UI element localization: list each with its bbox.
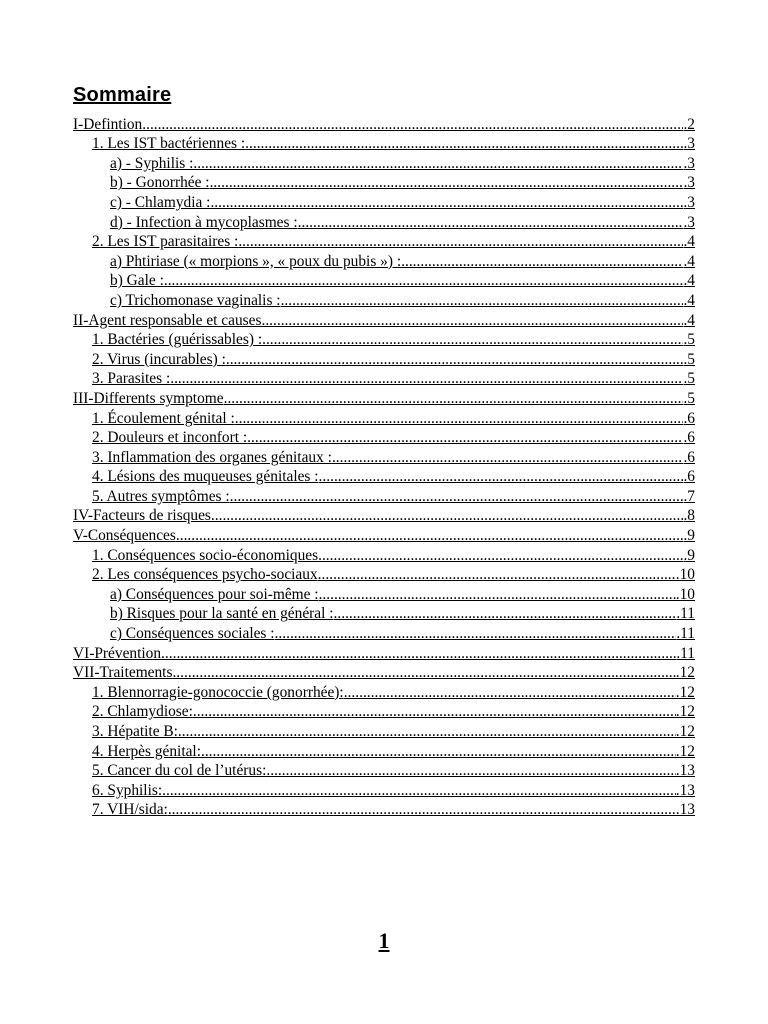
toc-entry[interactable] [73,192,695,212]
toc-entry[interactable] [73,761,695,781]
toc-entry-label: c) Conséquences sociales : [110,625,275,643]
toc-entry[interactable] [73,604,695,624]
toc-entry[interactable] [73,643,695,663]
toc-entry-page: .11 [676,605,695,623]
toc-entry-label: 1. Conséquences socio-économiques [92,546,319,564]
toc-entry-page: .2 [683,115,695,133]
toc-entry-page: .3 [683,213,695,231]
toc-dot-leader [401,253,683,271]
toc-entry[interactable] [73,349,695,369]
toc-dot-leader [318,566,676,584]
toc-entry-page: .11 [676,644,695,662]
toc-entry[interactable] [73,388,695,408]
toc-entry-label: VII-Traitements [73,664,173,682]
toc-dot-leader [319,468,684,486]
toc-entry-page: .10 [675,566,695,584]
toc-entry-page: .12 [675,664,695,682]
toc-dot-leader [172,664,675,682]
toc-dot-leader [193,703,676,721]
toc-entry[interactable] [73,565,695,585]
toc-dot-leader [168,801,676,819]
toc-entry[interactable] [73,486,695,506]
toc-entry-label: d) - Infection à mycoplasmes : [110,213,298,231]
toc-dot-leader [275,625,677,643]
toc-entry-label: 1. Les IST bactériennes : [92,135,246,153]
toc-entry-label: 1. Écoulement génital : [92,409,235,427]
toc-entry[interactable] [73,467,695,487]
page-number: 1 [378,928,390,953]
toc-entry[interactable] [73,330,695,350]
toc-entry-page: .6 [683,468,695,486]
toc-dot-leader [142,116,683,134]
toc-entry-label: 3. Parasites : [92,370,171,388]
toc-dot-leader [230,488,684,506]
toc-entry-page: .11 [676,625,695,643]
toc-title: Sommaire [73,84,172,106]
toc-entry[interactable] [73,682,695,702]
toc-entry-page: .4 [683,311,695,329]
toc-entry-label: V-Conséquences [73,527,176,545]
toc-entry-label: VI-Prévention [73,644,162,662]
toc-entry-label: a) Conséquences pour soi-même : [110,585,319,603]
toc-entry-label: 5. Autres symptômes : [92,487,230,505]
toc-dot-leader [298,214,684,232]
toc-dot-leader [266,762,675,780]
toc-entry-page: .8 [683,507,695,525]
toc-entry[interactable] [73,721,695,741]
toc-entry-label: 3. Hépatite B: [92,723,178,740]
toc-dot-leader [318,547,683,565]
toc-entry[interactable] [73,525,695,545]
toc-entry[interactable] [73,447,695,467]
toc-entry-page: .9 [683,546,695,564]
toc-entry-page: .12 [675,723,695,740]
toc-entry[interactable] [73,545,695,565]
toc-entry-page: .3 [683,154,695,172]
toc-entry-page: .6 [683,448,695,466]
toc-entry-label: 5. Cancer du col de l’utérus: [92,762,267,780]
toc-entry-label: 2. Les IST parasitaires : [92,233,239,251]
toc-entry-page: .7 [683,487,695,505]
toc-entry-page: .3 [683,135,695,153]
toc-dot-leader [238,233,683,251]
toc-dot-leader [161,645,676,663]
toc-entry-page: .10 [675,585,695,603]
toc-dot-leader [224,390,684,408]
toc-entry-label: b) - Gonorrhée : [110,174,210,192]
toc-entry-label: 2. Chlamydiose: [92,703,193,721]
toc-entry-page: .12 [675,742,695,760]
toc-entry-label: III-Differents symptome [73,389,224,407]
toc-dot-leader [176,527,684,545]
toc-dot-leader [261,312,683,330]
toc-entry[interactable] [73,310,695,330]
toc-entry-page: .13 [675,801,695,819]
toc-dot-leader [210,194,683,212]
toc-entry-label: 2. Douleurs et inconfort : [92,429,248,447]
toc-entry-page: .5 [683,370,695,388]
toc-dot-leader [235,410,684,428]
toc-entry[interactable] [73,584,695,604]
toc-dot-leader [319,586,676,604]
toc-dot-leader [178,723,676,741]
toc-entry-label: IV-Facteurs de risques [73,507,211,525]
toc-entry-page: .5 [683,350,695,368]
toc-entry[interactable] [73,153,695,173]
toc-entry-page: .13 [675,781,695,799]
toc-entry-label: 4. Herpès génital: [92,742,201,760]
toc-entry[interactable] [73,212,695,232]
toc-entry[interactable] [73,369,695,389]
toc-entry-label: b) Gale : [110,272,164,290]
toc-dot-leader [344,684,676,702]
toc-entry-label: 6. Syphilis: [92,781,163,799]
toc-entry-page: .4 [683,233,695,251]
toc-dot-leader [226,351,684,369]
toc-entry-label: 2. Virus (incurables) : [92,350,226,368]
toc-entry-page: .4 [683,272,695,290]
toc-entry[interactable] [73,134,695,154]
toc-dot-leader [164,272,684,290]
toc-dot-leader [332,449,684,467]
toc-dot-leader [262,331,683,349]
toc-entry-page: .6 [683,409,695,427]
toc-entry-label: 1. Blennorragie-gonococcie (gonorrhée): [92,683,344,701]
toc-entry-label: a) Phtiriase (« morpions », « poux du pubis ») : [110,252,402,270]
toc-entry-page: .13 [675,762,695,780]
toc-dot-leader [334,605,677,623]
toc-entry-page: .12 [675,683,695,701]
toc-dot-leader [245,135,683,153]
toc-entry-page: .5 [683,331,695,349]
toc-entry[interactable] [73,800,695,820]
toc-entry[interactable] [73,623,695,643]
toc-entry[interactable] [73,271,695,291]
toc-entry-label: 7. VIH/sida: [92,801,168,819]
toc-entry-label: II-Agent responsable et causes [73,311,262,329]
toc-dot-leader [247,429,683,447]
toc-entry[interactable] [73,428,695,448]
toc-entry-label: a) - Syphilis : [110,154,194,172]
toc-entry-page: .4 [683,291,695,309]
toc-dot-leader [162,782,676,800]
toc-dot-leader [201,743,676,761]
toc-entry[interactable] [73,506,695,526]
toc-entry[interactable] [73,408,695,428]
toc-dot-leader [170,370,683,388]
toc-entry-label: I-Defintion [73,115,143,133]
toc-entry[interactable] [73,251,695,271]
toc-entry-page: .3 [683,193,695,211]
toc-entry-label: 3. Inflammation des organes génitaux : [92,448,332,466]
toc-entry-page: .6 [683,429,695,447]
toc-entry-label: c) Trichomonase vaginalis : [110,291,281,309]
toc-entry-page: .4 [683,252,695,270]
toc-dot-leader [193,155,683,173]
toc-entry-label: 1. Bactéries (guérissables) : [92,331,263,349]
toc-entry[interactable] [73,663,695,683]
toc-entry[interactable] [73,780,695,800]
toc-entry[interactable] [73,232,695,252]
toc-dot-leader [211,507,684,525]
toc-entry-page: .3 [683,174,695,192]
table-of-contents [73,114,695,819]
toc-entry-page: .12 [675,703,695,721]
toc-entry-label: b) Risques pour la santé en général : [110,605,334,623]
toc-entry[interactable] [73,290,695,310]
toc-entry[interactable] [73,741,695,761]
toc-entry-page: .9 [683,527,695,545]
toc-entry[interactable] [73,702,695,722]
toc-entry-label: 4. Lésions des muqueuses génitales : [92,468,319,486]
toc-entry[interactable] [73,114,695,134]
toc-entry-label: 2. Les conséquences psycho-sociaux [92,566,318,584]
toc-dot-leader [210,174,684,192]
toc-entry-label: c) - Chlamydia : [110,193,211,211]
toc-entry-page: .5 [683,389,695,407]
toc-entry[interactable] [73,173,695,193]
toc-dot-leader [281,292,684,310]
